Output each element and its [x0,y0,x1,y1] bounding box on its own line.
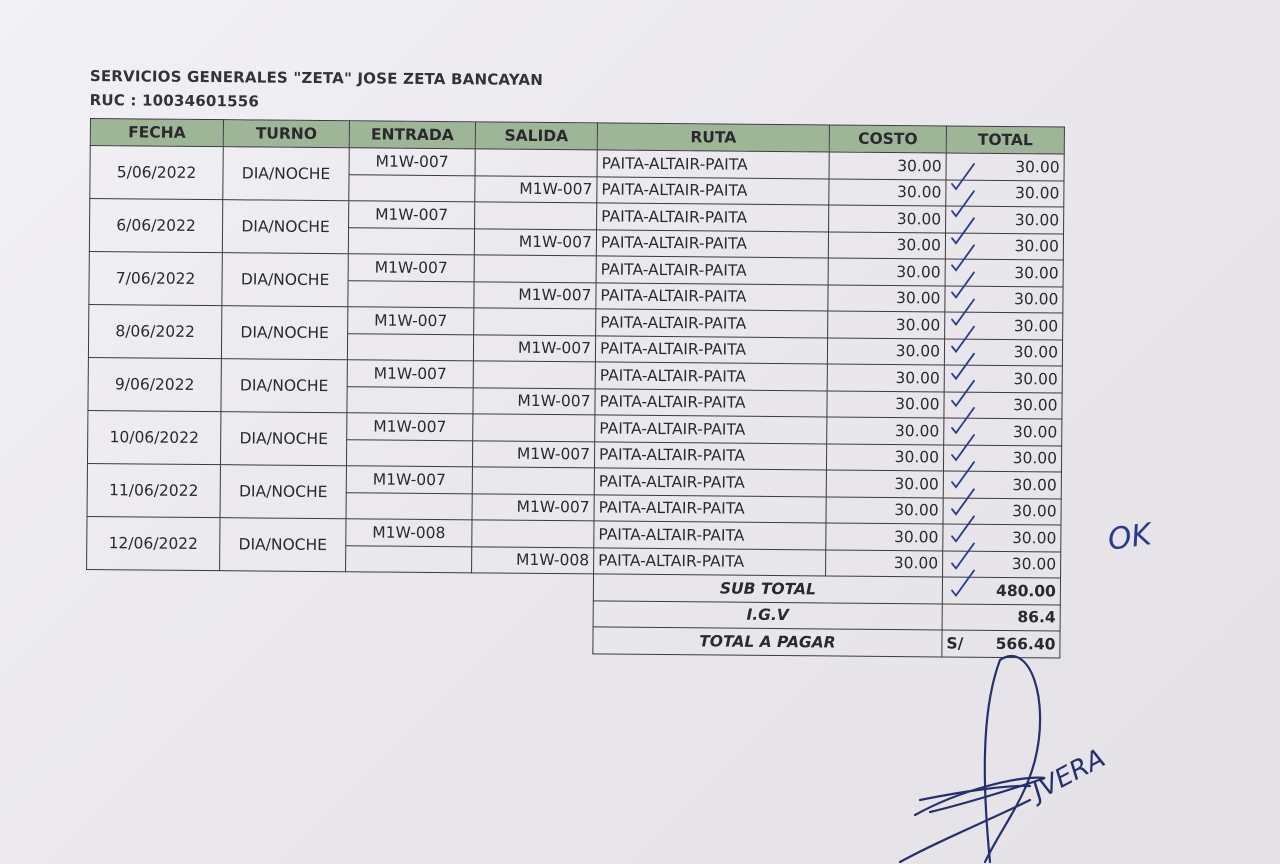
igv-value: 86.4 [942,603,1060,631]
turno-cell: DIA/NOCHE [221,306,347,360]
ruta-cell: PAITA-ALTAIR-PAITA [594,468,826,497]
total-cell: 30.00 [945,285,1063,313]
total-cell: 30.00 [944,338,1062,366]
igv-label: I.G.V [593,600,942,630]
costo-cell: 30.00 [829,205,946,233]
costo-cell: 30.00 [827,364,944,392]
ruta-cell: PAITA-ALTAIR-PAITA [596,229,828,258]
turno-cell: DIA/NOCHE [220,412,346,466]
ruta-cell: PAITA-ALTAIR-PAITA [596,282,828,311]
turno-cell: DIA/NOCHE [221,359,347,413]
total-cell: 30.00 [944,391,1062,419]
total-cell: 30.00 [943,497,1061,525]
ruta-cell: PAITA-ALTAIR-PAITA [595,335,827,364]
ruta-cell: PAITA-ALTAIR-PAITA [594,547,826,576]
entrada-cell: M1W-008 [346,519,472,547]
check-mark-icon [952,272,974,297]
ruta-cell: PAITA-ALTAIR-PAITA [596,309,828,338]
turno-cell: DIA/NOCHE [222,253,348,307]
check-mark-icon [952,354,974,379]
column-header: ENTRADA [349,121,475,149]
costo-cell: 30.00 [828,231,945,259]
check-mark-icon [952,164,974,189]
check-mark-icon [952,300,974,325]
signature-text: JVERA [1027,743,1111,807]
total-cell: 30.00 [945,259,1063,287]
entrada-cell: M1W-007 [348,254,474,282]
salida-cell: M1W-007 [474,228,596,256]
costo-cell: 30.00 [826,443,943,471]
column-header: RUTA [597,123,829,152]
total-value: 566.40 [995,634,1056,654]
costo-cell: 30.00 [827,390,944,418]
check-mark-icon [952,516,974,541]
ruta-cell: PAITA-ALTAIR-PAITA [594,521,826,550]
ruta-cell: PAITA-ALTAIR-PAITA [595,362,827,391]
salida-cell: M1W-008 [472,546,594,574]
column-header: FECHA [90,119,223,147]
salida-cell: M1W-007 [474,281,596,309]
ruta-cell: PAITA-ALTAIR-PAITA [597,203,829,232]
check-mark-icon [952,218,974,243]
check-mark-icon [952,191,974,216]
check-mark-icon [952,571,974,596]
costo-cell: 30.00 [826,549,943,577]
fecha-cell: 7/06/2022 [89,251,222,305]
total-cell: 30.00 [943,524,1061,552]
ruta-cell: PAITA-ALTAIR-PAITA [595,415,827,444]
costo-cell: 30.00 [828,284,945,312]
ruta-cell: PAITA-ALTAIR-PAITA [595,388,827,417]
entrada-cell: M1W-007 [349,201,475,229]
total-label: TOTAL A PAGAR [593,627,942,657]
costo-cell: 30.00 [827,417,944,445]
salida-cell: M1W-007 [472,440,594,468]
ruta-cell: PAITA-ALTAIR-PAITA [597,176,829,205]
subtotal-value: 480.00 [942,577,1060,605]
fecha-cell: 10/06/2022 [87,410,220,464]
fecha-cell: 9/06/2022 [88,357,221,411]
check-mark-icon [952,245,974,270]
fecha-cell: 5/06/2022 [90,146,223,200]
total-cell: 30.00 [945,312,1063,340]
entrada-cell: M1W-007 [349,148,475,176]
fecha-cell: 6/06/2022 [89,199,222,253]
total-cell: 30.00 [943,471,1061,499]
costo-cell: 30.00 [826,496,943,524]
signature-scribble [900,656,1045,862]
ruta-cell: PAITA-ALTAIR-PAITA [594,441,826,470]
salida-cell: M1W-007 [475,175,597,203]
total-cell: 30.00 [946,179,1064,207]
check-mark-icon [952,489,974,514]
subtotal-label: SUB TOTAL [593,574,942,604]
costo-cell: 30.00 [827,337,944,365]
total-cell: 30.00 [944,418,1062,446]
turno-cell: DIA/NOCHE [223,147,349,201]
company-name: SERVICIOS GENERALES "ZETA" JOSE ZETA BANCAYAN [89,66,544,89]
entrada-cell: M1W-007 [348,307,474,335]
turno-cell: DIA/NOCHE [222,200,348,254]
check-mark-icon [952,408,974,433]
fecha-cell: 11/06/2022 [87,463,220,517]
check-mark-icon [952,543,974,568]
costo-cell: 30.00 [826,470,943,498]
check-mark-icon [952,327,974,352]
total-cell: 30.00 [946,206,1064,234]
fecha-cell: 12/06/2022 [87,516,220,570]
check-mark-icon [952,435,974,460]
ruta-cell: PAITA-ALTAIR-PAITA [596,256,828,285]
currency-symbol: S/ [946,634,964,653]
ruta-cell: PAITA-ALTAIR-PAITA [597,150,829,179]
fecha-cell: 8/06/2022 [88,304,221,358]
ok-note: OK [1105,517,1154,558]
total-cell: 30.00 [943,550,1061,578]
check-mark-icon [952,381,974,406]
costo-cell: 30.00 [829,178,946,206]
costo-cell: 30.00 [828,311,945,339]
turno-cell: DIA/NOCHE [220,518,346,572]
column-header: TURNO [223,120,349,148]
costo-cell: 30.00 [826,523,943,551]
costo-cell: 30.00 [829,152,946,180]
column-header: COSTO [829,125,946,153]
column-header: TOTAL [946,126,1064,154]
entrada-cell: M1W-007 [346,466,472,494]
ruc-number: RUC : 10034601556 [89,90,260,111]
entrada-cell: M1W-007 [347,360,473,388]
salida-cell: M1W-007 [472,493,594,521]
costo-cell: 30.00 [828,258,945,286]
total-cell: 30.00 [944,365,1062,393]
ruta-cell: PAITA-ALTAIR-PAITA [594,494,826,523]
salida-cell: M1W-007 [473,334,595,362]
entrada-cell: M1W-007 [347,413,473,441]
check-marks [952,164,974,596]
total-cell: 30.00 [946,153,1064,181]
total-cell: 30.00 [945,232,1063,260]
total-cell: 30.00 [943,444,1061,472]
column-header: SALIDA [475,122,597,150]
check-mark-icon [952,462,974,487]
salida-cell: M1W-007 [473,387,595,415]
turno-cell: DIA/NOCHE [220,465,346,519]
